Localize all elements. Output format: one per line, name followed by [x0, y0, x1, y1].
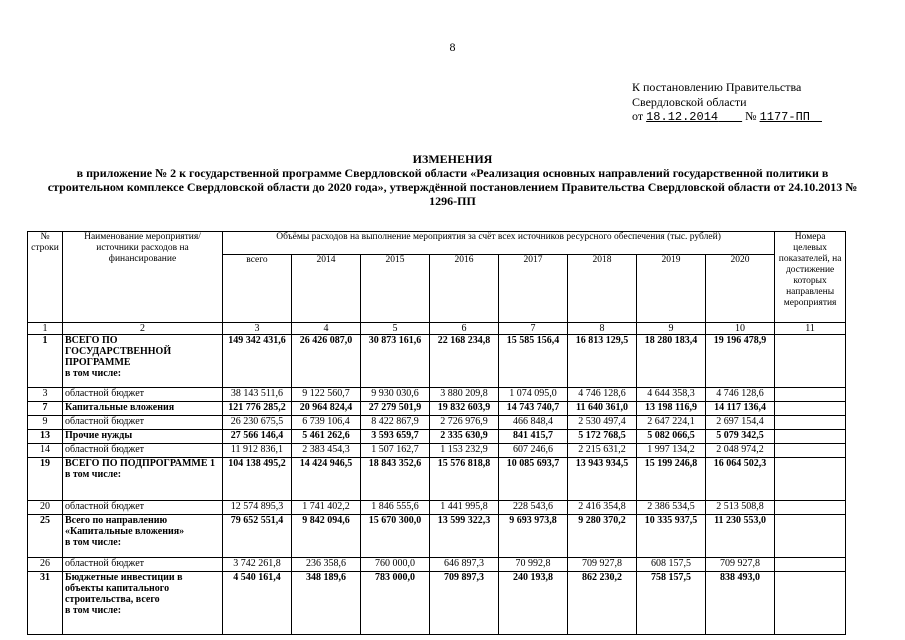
row-number: 13 [28, 430, 63, 444]
row-number: 26 [28, 558, 63, 572]
value-cell: 149 342 431,6 [223, 335, 292, 388]
value-cell: 348 189,6 [292, 572, 361, 635]
value-cell: 14 117 136,4 [706, 402, 775, 416]
row-name [63, 572, 223, 635]
row-number: 25 [28, 515, 63, 558]
value-cell: 841 415,7 [499, 430, 568, 444]
row-name-sub: в том числе: [65, 605, 122, 616]
value-cell: 79 652 551,4 [223, 515, 292, 558]
row-name-text: областной бюджет [65, 416, 145, 427]
column-number: 3 [223, 323, 292, 335]
header-year: 2016 [430, 255, 499, 323]
row-name-text: областной бюджет [65, 558, 145, 569]
value-cell: 760 000,0 [361, 558, 430, 572]
column-number: 10 [706, 323, 775, 335]
indicator-cell [775, 416, 846, 430]
row-name-text: ВСЕГО ПО ГОСУДАРСТВЕННОЙ ПРОГРАММЕ [65, 335, 172, 368]
title-heading: ИЗМЕНЕНИЯ [412, 152, 493, 166]
value-cell: 646 897,3 [430, 558, 499, 572]
column-number: 5 [361, 323, 430, 335]
value-cell: 228 543,6 [499, 501, 568, 515]
header-name: Наименование мероприятия/источники расходов на финансирование [63, 232, 223, 323]
row-name-text: областной бюджет [65, 501, 145, 512]
header-year: 2017 [499, 255, 568, 323]
document-title [40, 152, 865, 208]
value-cell: 236 358,6 [292, 558, 361, 572]
row-name [63, 444, 223, 458]
header-row-no: № строки [28, 232, 63, 323]
value-cell: 10 085 693,7 [499, 458, 568, 501]
value-cell: 1 507 162,7 [361, 444, 430, 458]
value-cell: 8 422 867,9 [361, 416, 430, 430]
value-cell: 9 280 370,2 [568, 515, 637, 558]
table-row [28, 402, 846, 416]
value-cell: 14 743 740,7 [499, 402, 568, 416]
value-cell: 5 079 342,5 [706, 430, 775, 444]
value-cell: 6 739 106,4 [292, 416, 361, 430]
indicator-cell [775, 515, 846, 558]
header-volumes: Объёмы расходов на выполнение мероприятия за счёт всех источников ресурсного обеспечения (тыс. рублей) [223, 232, 775, 255]
value-cell: 19 196 478,9 [706, 335, 775, 388]
table-row [28, 458, 846, 501]
value-cell: 709 897,3 [430, 572, 499, 635]
value-cell: 4 644 358,3 [637, 388, 706, 402]
indicator-cell [775, 572, 846, 635]
row-name-text: Всего по направлению «Капитальные вложения» [65, 515, 185, 537]
table-row [28, 444, 846, 458]
indicator-cell [775, 558, 846, 572]
header-year: 2020 [706, 255, 775, 323]
row-name-text: областной бюджет [65, 444, 145, 455]
table-row [28, 416, 846, 430]
value-cell: 1 846 555,6 [361, 501, 430, 515]
row-name [63, 430, 223, 444]
value-cell: 16 064 502,3 [706, 458, 775, 501]
row-name [63, 558, 223, 572]
indicator-cell [775, 501, 846, 515]
value-cell: 18 843 352,6 [361, 458, 430, 501]
value-cell: 26 426 087,0 [292, 335, 361, 388]
value-cell: 466 848,4 [499, 416, 568, 430]
value-cell: 11 230 553,0 [706, 515, 775, 558]
value-cell: 4 746 128,6 [706, 388, 775, 402]
value-cell: 1 153 232,9 [430, 444, 499, 458]
value-cell: 607 246,6 [499, 444, 568, 458]
value-cell: 3 593 659,7 [361, 430, 430, 444]
row-name [63, 515, 223, 558]
table-row [28, 388, 846, 402]
value-cell: 3 880 209,8 [430, 388, 499, 402]
value-cell: 13 599 322,3 [430, 515, 499, 558]
value-cell: 11 912 836,1 [223, 444, 292, 458]
value-cell: 5 082 066,5 [637, 430, 706, 444]
value-cell: 4 746 128,6 [568, 388, 637, 402]
value-cell: 709 927,8 [568, 558, 637, 572]
value-cell: 9 693 973,8 [499, 515, 568, 558]
approval-line-1: К постановлению Правительства [632, 80, 802, 94]
column-number: 1 [28, 323, 63, 335]
value-cell: 13 943 934,5 [568, 458, 637, 501]
column-number: 11 [775, 323, 846, 335]
row-name-sub: в том числе: [65, 537, 122, 548]
header-row-1 [28, 232, 846, 255]
value-cell: 5 172 768,5 [568, 430, 637, 444]
row-name-text: Прочие нужды [65, 430, 133, 441]
value-cell: 1 441 995,8 [430, 501, 499, 515]
header-year: 2019 [637, 255, 706, 323]
value-cell: 15 585 156,4 [499, 335, 568, 388]
header-year: 2014 [292, 255, 361, 323]
value-cell: 2 386 534,5 [637, 501, 706, 515]
value-cell: 10 335 937,5 [637, 515, 706, 558]
value-cell: 608 157,5 [637, 558, 706, 572]
value-cell: 22 168 234,8 [430, 335, 499, 388]
row-name-text: Бюджетные инвестиции в объекты капитального строительства, всего [65, 572, 183, 605]
row-name-text: ВСЕГО ПО ПОДПРОГРАММЕ 1 [65, 458, 216, 469]
value-cell: 3 742 261,8 [223, 558, 292, 572]
table-row [28, 335, 846, 388]
value-cell: 38 143 511,6 [223, 388, 292, 402]
from-label: от [632, 109, 644, 123]
row-name [63, 402, 223, 416]
value-cell: 27 279 501,9 [361, 402, 430, 416]
title-text: в приложение № 2 к государственной программе Свердловской области «Реализация основных направлений государственной политики в строительном комплексе Свердловской области до 2020 года», утверждённой постановлением Правительства Свердловской области от 24.10.2013 № 1296-ПП [47, 166, 858, 208]
value-cell: 16 813 129,5 [568, 335, 637, 388]
indicator-cell [775, 388, 846, 402]
value-cell: 2 697 154,4 [706, 416, 775, 430]
value-cell: 15 576 818,8 [430, 458, 499, 501]
table-row [28, 501, 846, 515]
value-cell: 19 832 603,9 [430, 402, 499, 416]
expenditure-table [27, 231, 846, 635]
value-cell: 12 574 895,3 [223, 501, 292, 515]
row-number: 3 [28, 388, 63, 402]
value-cell: 9 930 030,6 [361, 388, 430, 402]
row-name [63, 501, 223, 515]
value-cell: 2 416 354,8 [568, 501, 637, 515]
value-cell: 18 280 183,4 [637, 335, 706, 388]
row-number: 7 [28, 402, 63, 416]
column-number: 6 [430, 323, 499, 335]
header-total: всего [223, 255, 292, 323]
value-cell: 27 566 146,4 [223, 430, 292, 444]
value-cell: 5 461 262,6 [292, 430, 361, 444]
value-cell: 2 215 631,2 [568, 444, 637, 458]
value-cell: 2 383 454,3 [292, 444, 361, 458]
column-number: 9 [637, 323, 706, 335]
value-cell: 240 193,8 [499, 572, 568, 635]
value-cell: 709 927,8 [706, 558, 775, 572]
header-year: 2018 [568, 255, 637, 323]
row-number: 9 [28, 416, 63, 430]
value-cell: 2 647 224,1 [637, 416, 706, 430]
value-cell: 1 074 095,0 [499, 388, 568, 402]
value-cell: 70 992,8 [499, 558, 568, 572]
row-number: 19 [28, 458, 63, 501]
row-number: 14 [28, 444, 63, 458]
value-cell: 9 842 094,6 [292, 515, 361, 558]
value-cell: 15 670 300,0 [361, 515, 430, 558]
approval-line-2: Свердловской области [632, 94, 747, 109]
value-cell: 2 048 974,2 [706, 444, 775, 458]
approval-line-3 [632, 109, 822, 125]
header-indicators: Номера целевых показателей, на достижение которых направлены мероприятия [775, 232, 846, 323]
value-cell: 9 122 560,7 [292, 388, 361, 402]
value-cell: 862 230,2 [568, 572, 637, 635]
value-cell: 2 530 497,4 [568, 416, 637, 430]
table-row [28, 515, 846, 558]
value-cell: 104 138 495,2 [223, 458, 292, 501]
row-name-sub: в том числе: [65, 368, 122, 379]
value-cell: 30 873 161,6 [361, 335, 430, 388]
approval-date: 18.12.2014 [646, 110, 719, 124]
value-cell: 20 964 824,4 [292, 402, 361, 416]
value-cell: 26 230 675,5 [223, 416, 292, 430]
indicator-cell [775, 402, 846, 416]
value-cell: 121 776 285,2 [223, 402, 292, 416]
column-numbers-row [28, 323, 846, 335]
header-year: 2015 [361, 255, 430, 323]
number-label: № [745, 109, 757, 123]
value-cell: 13 198 116,9 [637, 402, 706, 416]
value-cell: 15 199 246,8 [637, 458, 706, 501]
indicator-cell [775, 430, 846, 444]
value-cell: 2 335 630,9 [430, 430, 499, 444]
approval-block [632, 80, 822, 125]
value-cell: 1 741 402,2 [292, 501, 361, 515]
row-name [63, 416, 223, 430]
value-cell: 11 640 361,0 [568, 402, 637, 416]
table-row [28, 430, 846, 444]
table-row [28, 558, 846, 572]
column-number: 4 [292, 323, 361, 335]
row-name [63, 388, 223, 402]
value-cell: 2 726 976,9 [430, 416, 499, 430]
value-cell: 4 540 161,4 [223, 572, 292, 635]
value-cell: 1 997 134,2 [637, 444, 706, 458]
approval-number: 1177-ПП [759, 110, 810, 124]
row-number: 20 [28, 501, 63, 515]
table-row [28, 572, 846, 635]
row-name [63, 335, 223, 388]
column-number: 8 [568, 323, 637, 335]
column-number: 7 [499, 323, 568, 335]
row-name-sub: в том числе: [65, 469, 122, 480]
row-number: 1 [28, 335, 63, 388]
row-number: 31 [28, 572, 63, 635]
value-cell: 783 000,0 [361, 572, 430, 635]
row-name [63, 458, 223, 501]
indicator-cell [775, 335, 846, 388]
value-cell: 838 493,0 [706, 572, 775, 635]
indicator-cell [775, 444, 846, 458]
row-name-text: Капитальные вложения [65, 402, 175, 413]
page-number: 8 [449, 40, 456, 54]
value-cell: 758 157,5 [637, 572, 706, 635]
value-cell: 14 424 946,5 [292, 458, 361, 501]
indicator-cell [775, 458, 846, 501]
column-number: 2 [63, 323, 223, 335]
value-cell: 2 513 508,8 [706, 501, 775, 515]
row-name-text: областной бюджет [65, 388, 145, 399]
